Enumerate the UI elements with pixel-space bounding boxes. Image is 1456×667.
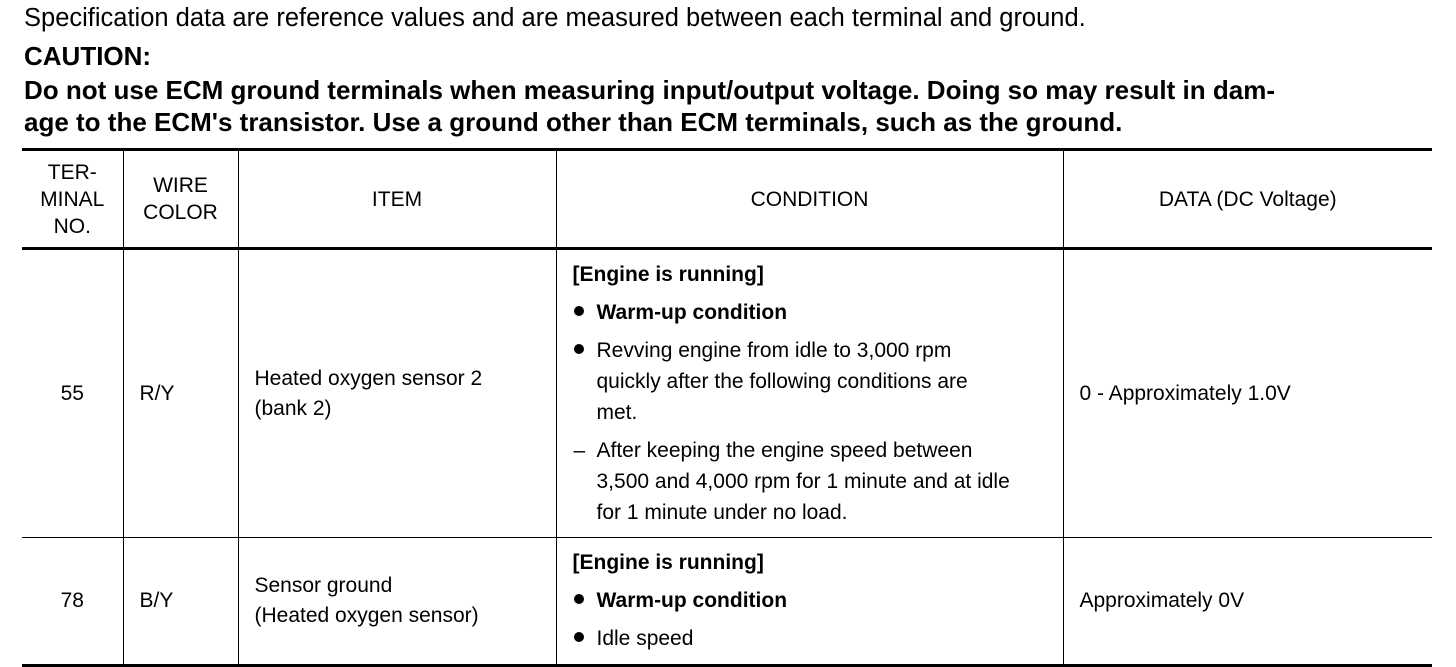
condition-heading: [Engine is running] — [572, 262, 764, 286]
caution-line: age to the ECM's transistor. Use a ground other than ECM terminals, such as the ground. — [24, 107, 1123, 137]
table-row — [22, 538, 1432, 666]
bullet-icon — [573, 585, 597, 616]
caution-text — [24, 74, 1434, 138]
condition-item: Warm-up condition — [573, 585, 1053, 616]
wire-color: B/Y — [123, 538, 238, 666]
bullet-icon — [573, 335, 597, 428]
spec-table — [22, 148, 1432, 667]
condition-item: Idle speed — [573, 623, 1053, 654]
data-value: 0 - Approximately 1.0V — [1063, 249, 1432, 538]
bullet-icon — [573, 297, 597, 328]
condition-cell — [556, 538, 1063, 666]
condition-item: Revving engine from idle to 3,000 rpm quickly after the following conditions are met. — [573, 335, 1053, 428]
condition-heading: [Engine is running] — [572, 551, 764, 574]
table-row — [22, 249, 1432, 538]
header-item: ITEM — [238, 150, 556, 249]
dash-icon — [573, 435, 597, 528]
caution-line: Do not use ECM ground terminals when measuring input/output voltage. Doing so may result in dam- — [24, 75, 1275, 105]
terminal-number: 78 — [22, 538, 123, 666]
condition-item: – After keeping the engine speed between 3,500 and 4,000 rpm for 1 minute and at idle for 1 minute under no load. — [573, 435, 1053, 528]
header-wire-color: WIRE COLOR — [123, 150, 238, 249]
data-value: Approximately 0V — [1063, 538, 1432, 666]
header-data: DATA (DC Voltage) — [1063, 150, 1432, 249]
item-name: Sensor ground (Heated oxygen sensor) — [238, 538, 556, 666]
header-condition: CONDITION — [556, 150, 1063, 249]
wire-color: R/Y — [123, 249, 238, 538]
terminal-number: 55 — [22, 249, 123, 538]
item-name: Heated oxygen sensor 2 (bank 2) — [238, 249, 556, 538]
condition-cell — [556, 249, 1063, 538]
bullet-icon — [573, 623, 597, 654]
table-header-row — [22, 150, 1432, 249]
caution-title: CAUTION: — [24, 41, 152, 71]
condition-item: Warm-up condition — [573, 297, 1053, 328]
intro-text: Specification data are reference values and are measured between each terminal and ground. — [24, 4, 1086, 32]
header-terminal-no: TER- MINAL NO. — [22, 150, 123, 249]
